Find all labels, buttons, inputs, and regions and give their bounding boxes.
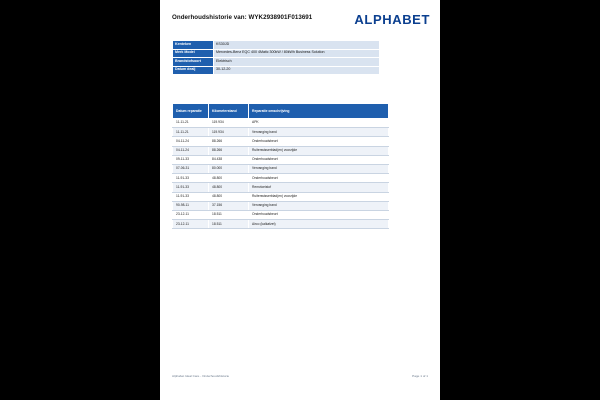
footer-left-text: Alphabet Ideal Care - Onderhoudshistorie: [172, 374, 230, 378]
document-page: [160, 0, 440, 400]
cell-mileage: 37.156: [209, 201, 249, 210]
table-row: [173, 210, 389, 219]
cell-date: 07-06-31: [173, 164, 209, 173]
cell-date: 04-11-24: [173, 137, 209, 146]
cell-description: Remvloeistof: [249, 183, 389, 192]
alphabet-logo: ALPHABET: [354, 12, 430, 27]
cell-date: 90-98-11: [173, 201, 209, 210]
cell-mileage: 48.800: [209, 192, 249, 201]
cell-date: 09-11-33: [173, 155, 209, 164]
table-row: [173, 192, 389, 201]
table-row: [173, 164, 389, 173]
footer-page-number: Page 1 of 1: [412, 374, 428, 378]
cell-mileage: 119.934: [209, 128, 249, 137]
cell-date: 04-11-24: [173, 146, 209, 155]
table-row: [173, 66, 380, 75]
column-header-date: Datum reparatie: [173, 104, 209, 119]
table-row: [173, 220, 389, 229]
page-title: Onderhoudshistorie van: WYK2938901F013691: [172, 14, 313, 21]
column-header-mileage: Kilometerstand: [209, 104, 249, 119]
cell-date: 11-11-21: [173, 128, 209, 137]
cell-mileage: 119.934: [209, 119, 249, 128]
column-header-description: Reparatie omschrijving: [249, 104, 389, 119]
table-row: [173, 41, 380, 50]
cell-mileage: 84.438: [209, 155, 249, 164]
table-row: [173, 155, 389, 164]
cell-description: Onderhoudsbeurt: [249, 174, 389, 183]
cell-description: Onderhoudsbeurt: [249, 210, 389, 219]
cell-date: 23-12-11: [173, 220, 209, 229]
cell-date: 11-91-33: [173, 174, 209, 183]
cell-date: 11-11-21: [173, 119, 209, 128]
table-row: [173, 58, 380, 67]
info-value: 30-12-20: [214, 66, 380, 75]
cell-mileage: 48.800: [209, 174, 249, 183]
cell-mileage: 18.511: [209, 220, 249, 229]
document-header: [172, 12, 430, 34]
cell-description: Vervanging band: [249, 164, 389, 173]
info-value: Elektrisch: [214, 58, 380, 67]
table-row: [173, 128, 389, 137]
cell-description: APK: [249, 119, 389, 128]
cell-mileage: 48.800: [209, 183, 249, 192]
maintenance-history-table: [172, 103, 389, 229]
cell-description: Ruitenwisserblad(en) voorzijde: [249, 146, 389, 155]
cell-description: Airco (kalkafzet): [249, 220, 389, 229]
cell-mileage: 88.266: [209, 137, 249, 146]
table-row: [173, 201, 389, 210]
info-label: Datum dealj: [173, 66, 214, 75]
cell-date: 11-91-33: [173, 183, 209, 192]
cell-mileage: 88.266: [209, 146, 249, 155]
info-label: Merk Model: [173, 49, 214, 58]
cell-description: Vervanging band: [249, 128, 389, 137]
table-row: [173, 49, 380, 58]
info-value: Mercedes-Benz EQC 400 4Matic 300kW / 80kWh Business Solution: [214, 49, 380, 58]
cell-mileage: 18.511: [209, 210, 249, 219]
info-value: KS30JD: [214, 41, 380, 50]
document-body: [160, 0, 440, 400]
cell-mileage: 80.000: [209, 164, 249, 173]
table-row: [173, 146, 389, 155]
cell-description: Ruitenwisserblad(en) voorzijde: [249, 192, 389, 201]
table-header-row: [173, 104, 389, 119]
cell-description: Onderhoudsbeurt: [249, 137, 389, 146]
table-row: [173, 119, 389, 128]
cell-description: Vervanging band: [249, 201, 389, 210]
cell-date: 23-12-11: [173, 210, 209, 219]
table-row: [173, 174, 389, 183]
info-label: Brandstofsoort: [173, 58, 214, 67]
table-row: [173, 137, 389, 146]
vehicle-info-table: [172, 40, 380, 75]
table-row: [173, 183, 389, 192]
info-label: Kenteken: [173, 41, 214, 50]
cell-date: 11-91-33: [173, 192, 209, 201]
cell-description: Onderhoudsbeurt: [249, 155, 389, 164]
